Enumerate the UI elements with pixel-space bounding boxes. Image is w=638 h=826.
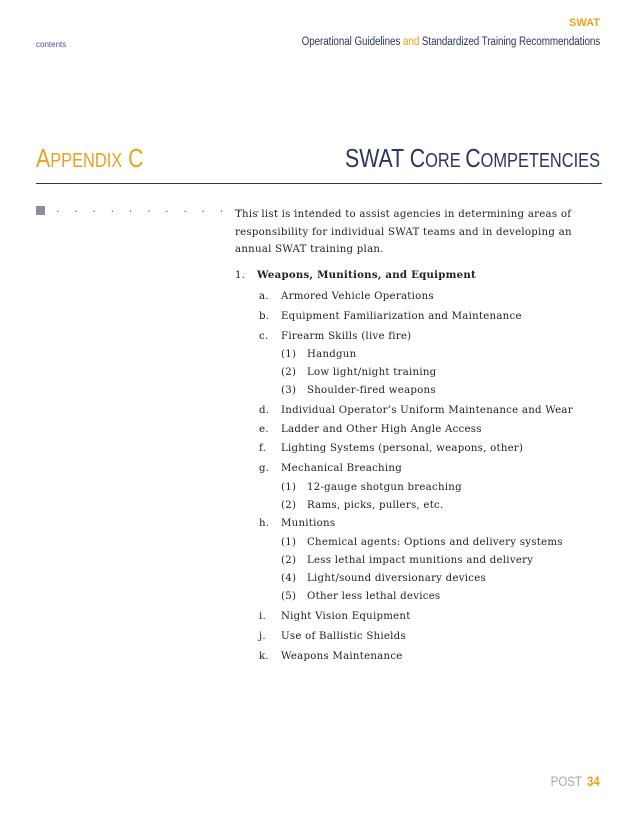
subtitle-and: and [402, 36, 420, 48]
list-item [259, 631, 406, 642]
list-subitem [281, 482, 462, 493]
item-number: b. [259, 311, 270, 322]
header-subtitle [301, 36, 600, 48]
subitem-text: Shoulder-fired weapons [307, 385, 436, 396]
item-text: Use of Ballistic Shields [281, 631, 406, 642]
item-text: Individual Operator’s Uniform Maintenance and Wear [281, 405, 573, 416]
item-text: Lighting Systems (personal, weapons, other) [281, 443, 524, 454]
section-heading: Weapons, Munitions, and Equipment [257, 269, 477, 281]
list-section [235, 269, 476, 281]
subitem-text: Light/sound diversionary devices [307, 573, 486, 584]
list-item [259, 443, 523, 454]
appendix-letter: C [128, 143, 144, 173]
subitem-number: (4) [281, 573, 297, 584]
subitem-number: (2) [281, 500, 297, 511]
title-ompetencies: OMPETENCIES [480, 150, 600, 172]
appendix-smallcaps: PPENDIX [50, 150, 123, 172]
subitem-number: (1) [281, 482, 297, 493]
title-swat: SWAT [344, 143, 410, 173]
bullet-square [36, 206, 45, 215]
list-subitem [281, 591, 440, 602]
section-title [345, 143, 600, 176]
subitem-text: Rams, picks, pullers, etc. [307, 500, 444, 511]
list-subitem [281, 537, 563, 548]
title-rule [36, 183, 602, 184]
item-number: g. [259, 463, 270, 474]
item-number: d. [259, 405, 270, 416]
subitem-number: (1) [281, 537, 297, 548]
item-number: f. [259, 443, 267, 454]
title-c1: C [409, 143, 426, 173]
item-text: Munitions [281, 518, 336, 529]
list-subitem [281, 573, 486, 584]
list-subitem [281, 367, 436, 378]
subitem-number: (3) [281, 385, 297, 396]
list-item [259, 331, 411, 342]
item-text: Ladder and Other High Angle Access [281, 424, 482, 435]
subitem-number: (2) [281, 367, 297, 378]
list-item [259, 651, 403, 662]
list-item [259, 291, 434, 302]
leader-dots: . . . . . . . . . . . . . . . [56, 202, 320, 215]
header-brand: SWAT [569, 17, 600, 29]
list-item [259, 463, 402, 474]
subitem-text: Other less lethal devices [307, 591, 441, 602]
subitem-number: (1) [281, 349, 297, 360]
list-item [259, 424, 482, 435]
item-text: Firearm Skills (live fire) [281, 331, 412, 342]
title-c2: C [465, 143, 481, 173]
subitem-text: Handgun [307, 349, 357, 360]
item-text: Equipment Familiarization and Maintenance [281, 311, 522, 322]
subitem-text: Chemical agents: Options and delivery systems [307, 537, 563, 548]
list-item [259, 311, 522, 322]
item-number: j. [259, 631, 266, 642]
list-item [259, 611, 411, 622]
subitem-text: Less lethal impact munitions and delivery [307, 555, 534, 566]
item-number: e. [259, 424, 269, 435]
footer-label: POST [550, 774, 583, 789]
item-text: Weapons Maintenance [281, 651, 403, 662]
appendix-initial: A [36, 143, 51, 173]
appendix-label [36, 143, 144, 176]
subitem-text: 12-gauge shotgun breaching [307, 482, 462, 493]
subitem-text: Low light/night training [307, 367, 437, 378]
item-text: Mechanical Breaching [281, 463, 402, 474]
item-number: k. [259, 651, 269, 662]
subitem-number: (2) [281, 555, 297, 566]
list-subitem [281, 555, 533, 566]
subitem-number: (5) [281, 591, 297, 602]
item-number: i. [259, 611, 266, 622]
subtitle-part2: Standardized Training Recommendations [419, 36, 600, 48]
subtitle-part1: Operational Guidelines [301, 36, 403, 48]
list-subitem [281, 500, 443, 511]
contents-link[interactable]: contents [36, 40, 67, 49]
list-subitem [281, 349, 356, 360]
item-number: h. [259, 518, 270, 529]
item-text: Night Vision Equipment [281, 611, 411, 622]
section-number: 1. [235, 270, 246, 281]
list-subitem [281, 385, 436, 396]
page-number: 34 [587, 774, 600, 789]
item-number: a. [259, 291, 269, 302]
title-ore: ORE [425, 150, 466, 172]
item-number: c. [259, 331, 269, 342]
list-item [259, 518, 335, 529]
intro-paragraph: This list is intended to assist agencies in determining areas of responsibility for individual SWAT teams and in developing an annual SWAT training plan. [235, 209, 572, 256]
list-item [259, 405, 573, 416]
page-footer [551, 774, 600, 789]
item-text: Armored Vehicle Operations [281, 291, 434, 302]
